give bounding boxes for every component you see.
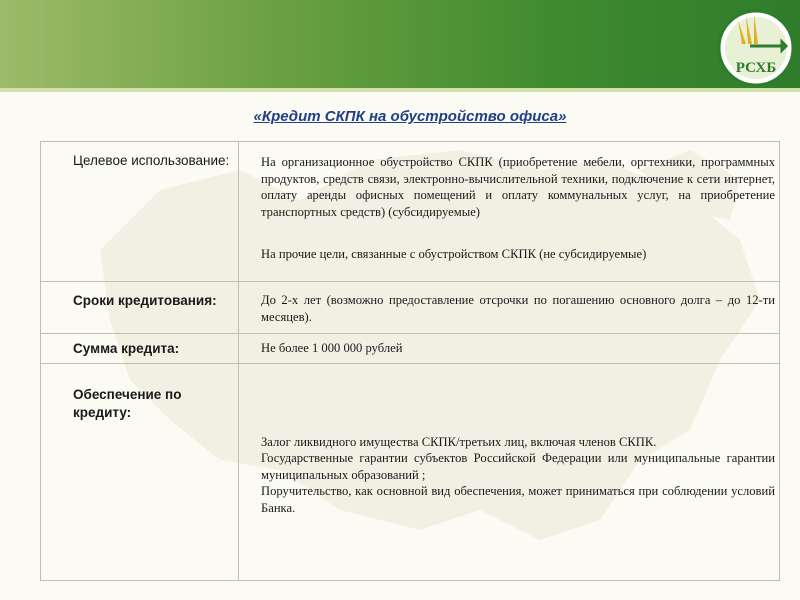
list-item (247, 340, 775, 357)
row-label-cell (41, 142, 239, 281)
row-label: Целевое использование: (73, 153, 230, 168)
row-label: Сумма кредита: (73, 341, 180, 356)
table-row (41, 364, 779, 580)
row-content-cell (239, 142, 779, 281)
item-text: До 2-х лет (возможно предоставление отсрочки по погашению основного долга – до 12-ти месяцев). (261, 293, 775, 324)
logo-text: РСХБ (735, 60, 777, 76)
bank-logo (716, 6, 796, 88)
table-row (41, 142, 779, 282)
item-text: Залог ликвидного имущества СКПК/третьих лиц, включая членов СКПК. (261, 435, 657, 449)
row-content-cell (239, 282, 779, 333)
row-label-cell (41, 282, 239, 333)
row-content-cell (239, 364, 779, 580)
header-band (0, 0, 800, 92)
row-label: Сроки кредитования: (73, 293, 217, 308)
item-text: На прочие цели, связанные с обустройством СКПК (не субсидируемые) (261, 247, 647, 261)
row-content-cell (239, 334, 779, 363)
item-text: Государственные гарантии субъектов Российской Федерации или муниципальные гарантии муниципальных образований ; (261, 451, 775, 482)
info-table (40, 141, 780, 581)
table-row (41, 334, 779, 364)
list-item (247, 246, 775, 263)
row-label-cell (41, 334, 239, 363)
row-label-cell (41, 364, 239, 580)
list-item (247, 434, 775, 451)
item-text: На организационное обустройство СКПК (приобретение мебели, оргтехники, программных продуктов, средств связи, электронно-вычислительной техники, подключение к сети интернет, оплату аренды офисных помещений и оплату коммунальных услуг, на приобретение транспортных средств) (субсидируемые) (261, 155, 775, 219)
list-item (247, 483, 775, 516)
list-item (247, 154, 775, 220)
list-item (247, 292, 775, 325)
row-label: Обеспечение по кредиту: (73, 387, 182, 420)
slide-title: «Кредит СКПК на обустройство офиса» (253, 108, 567, 125)
item-text: Не более 1 000 000 рублей (261, 341, 403, 355)
table-row (41, 282, 779, 334)
list-item (247, 450, 775, 483)
item-text: Поручительство, как основной вид обеспечения, может приниматься при соблюдении условий Банка. (261, 484, 775, 515)
